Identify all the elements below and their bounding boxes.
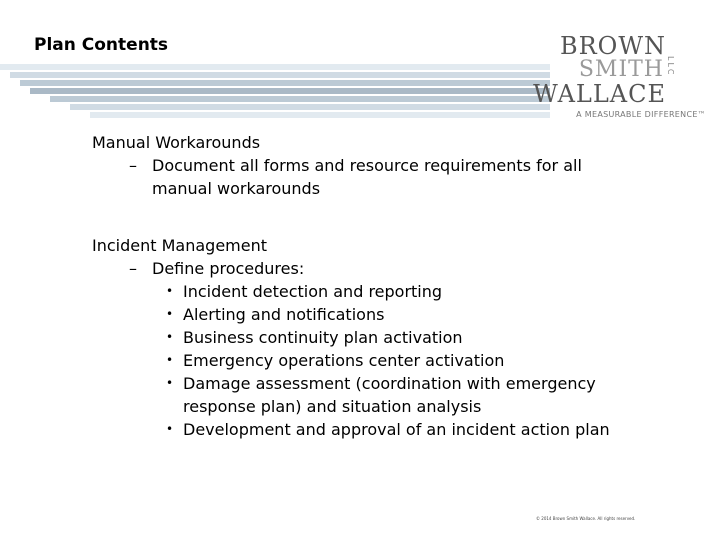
bullet-marker: • <box>166 353 174 367</box>
slide-content <box>92 131 692 441</box>
stripe <box>90 112 550 118</box>
bullet-text: Alerting and notifications <box>183 305 385 324</box>
item-text: manual workarounds <box>152 179 321 198</box>
bullet-marker: • <box>166 376 174 390</box>
dash-marker: – <box>129 259 137 278</box>
logo-tagline: A MEASURABLE DIFFERENCE™ <box>576 110 706 119</box>
logo-line-brown: BROWN <box>559 32 666 60</box>
stripe <box>0 64 550 70</box>
bullet-marker: • <box>166 307 174 321</box>
section-heading: Incident Management <box>92 236 267 255</box>
item-text: Define procedures: <box>152 259 305 278</box>
stripe <box>10 72 550 78</box>
bullet-item <box>92 280 692 303</box>
bullet-text: Damage assessment (coordination with emergency <box>183 374 596 393</box>
bullet-item <box>92 326 692 349</box>
list-item-continuation <box>92 177 692 200</box>
bullet-item <box>92 372 692 395</box>
item-text: Document all forms and resource requirements for all <box>152 156 582 175</box>
bullet-text: Emergency operations center activation <box>183 351 505 370</box>
bullet-text: response plan) and situation analysis <box>183 397 482 416</box>
bullet-text: Business continuity plan activation <box>183 328 463 347</box>
stripe <box>20 80 550 86</box>
copyright-footer: © 2014 Brown Smith Wallace. All rights reserved. <box>536 516 636 521</box>
bullet-item <box>92 349 692 372</box>
logo-llc: LLC <box>666 56 675 77</box>
bullet-text: Development and approval of an incident action plan <box>183 420 610 439</box>
company-logo <box>533 30 710 120</box>
logo-line-wallace: WALLACE <box>533 80 666 108</box>
section-heading: Manual Workarounds <box>92 133 261 152</box>
bullet-marker: • <box>166 330 174 344</box>
bullet-item <box>92 418 692 441</box>
header-stripes <box>0 64 550 124</box>
bullet-marker: • <box>166 422 174 436</box>
bullet-continuation <box>92 395 692 418</box>
dash-marker: – <box>129 156 137 175</box>
bullet-item <box>92 303 692 326</box>
page-title: Plan Contents <box>34 35 169 55</box>
bullet-text: Incident detection and reporting <box>183 282 443 301</box>
stripe <box>30 88 550 94</box>
bullet-marker: • <box>166 284 174 298</box>
stripe <box>50 96 550 102</box>
list-item <box>92 154 692 177</box>
logo-line-smith: SMITH <box>578 57 664 82</box>
list-item <box>92 257 692 280</box>
stripe <box>70 104 550 110</box>
